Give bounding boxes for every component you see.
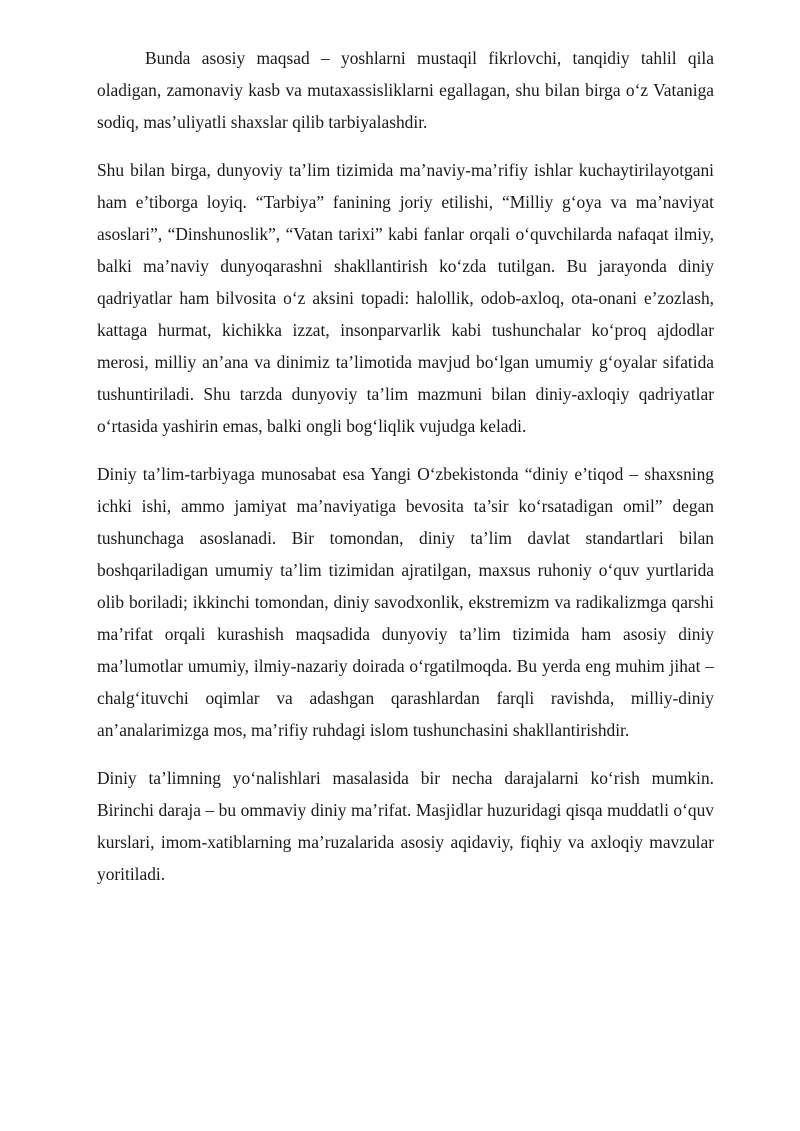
document-body	[97, 42, 714, 906]
paragraph-1: Bunda asosiy maqsad – yoshlarni mustaqil fikrlovchi, tanqidiy tahlil qila oladigan, zamonaviy kasb va mutaxassisliklarni egallagan, shu bilan birga o‘z Vataniga sodiq, mas’uliyatli shaxslar qilib tarbiyalashdir.	[97, 48, 714, 132]
paragraph-3: Diniy ta’lim-tarbiyaga munosabat esa Yangi O‘zbekistonda “diniy e’tiqod – shaxsning ichki ishi, ammo jamiyat ma’naviyatiga bevosita ta’sir ko‘rsatadigan omil” degan tushunchaga asoslanadi. Bir tomondan, diniy ta’lim davlat standartlari bilan boshqariladigan umumiy ta’lim tizimidan ajratilgan, maxsus ruhoniy o‘quv yurtlarida olib boriladi; ikkinchi tomondan, diniy savodxonlik, ekstremizm va radikalizmga qarshi ma’rifat orqali kurashish maqsadida dunyoviy ta’lim tizimida ham asosiy diniy ma’lumotlar umumiy, ilmiy-nazariy doirada o‘rgatilmoqda. Bu yerda eng muhim jihat – chalg‘ituvchi oqimlar va adashgan qarashlardan farqli ravishda, milliy-diniy an’analarimizga mos, ma’rifiy ruhdagi islom tushunchasini shakllantirishdir.	[97, 464, 714, 740]
paragraph-4: Diniy ta’limning yo‘nalishlari masalasida bir necha darajalarni ko‘rish mumkin. Birinchi daraja – bu ommaviy diniy ma’rifat. Masjidlar huzuridagi qisqa muddatli o‘quv kurslari, imom-xatiblarning ma’ruzalarida asosiy aqidaviy, fiqhiy va axloqiy mavzular yoritiladi.	[97, 768, 714, 884]
paragraph-2: Shu bilan birga, dunyoviy ta’lim tizimida ma’naviy-ma’rifiy ishlar kuchaytirilayotgani ham e’tiborga loyiq. “Tarbiya” fanining joriy etilishi, “Milliy g‘oya va ma’naviyat asoslari”, “Dinshunoslik”, “Vatan tarixi” kabi fanlar orqali o‘quvchilarda nafaqat ilmiy, balki ma’naviy dunyoqarashni shakllantirish ko‘zda tutilgan. Bu jarayonda diniy qadriyatlar ham bilvosita o‘z aksini topadi: halollik, odob-axloq, ota-onani e’zozlash, kattaga hurmat, kichikka izzat, insonparvarlik kabi tushunchalar ko‘proq ajdodlar merosi, milliy an’ana va dinimiz ta’limotida mavjud bo‘lgan umumiy g‘oyalar sifatida tushuntiriladi. Shu tarzda dunyoviy ta’lim mazmuni bilan diniy-axloqiy qadriyatlar o‘rtasida yashirin emas, balki ongli bog‘liqlik vujudga keladi.	[97, 160, 714, 436]
